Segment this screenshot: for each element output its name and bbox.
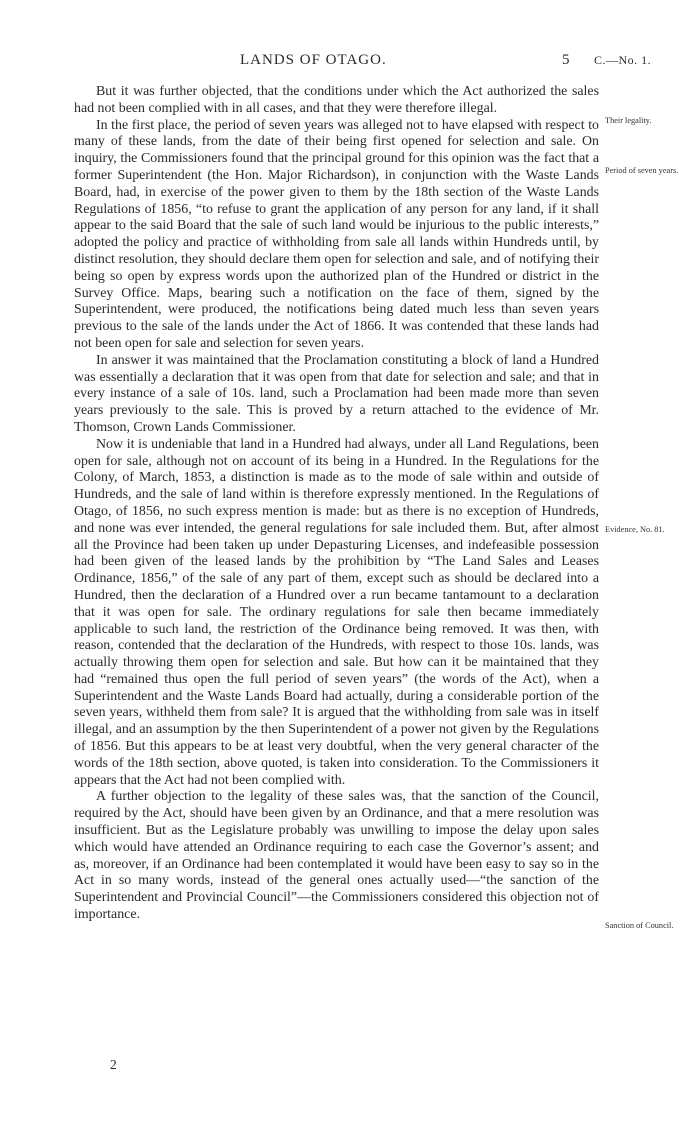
signature-mark: 2: [110, 1057, 117, 1072]
paragraph-answer: In answer it was maintained that the Proclamation constituting a block of land a Hundred was essentially a declaration that it was open from that date for selection and sale; and that in every instance of a sale of 10s. land, such a Proclamation had been made more than seven years previously to the sale. This is proved by a return attached to the evidence of Mr. Thomson, Crown Lands Commissioner.: [74, 352, 599, 435]
paragraph-sanction: A further objection to the legality of these sales was, that the sanction of the Council, required by the Act, should have been given by an Ordinance, and that a mere resolution was insufficient. But as the Legislature probably was unwilling to impose the delay upon sales which would have attended an Ordinance requiring to each case the Governor’s assent; and as, moreover, if an Ordinance had been contemplated it would have been easy to say so in the Act in so many words, instead of the general ones actually used—“the sanction of the Superintendent and Provincial Council”—the Commissioners considered this objection not of importance.: [74, 789, 599, 923]
running-title: LANDS OF OTAGO.: [240, 52, 387, 68]
paragraph-seven-years: In the first place, the period of seven years was alleged not to have elapsed with respect to many of these lands, from the date of their being first opened for selection and sale. On inquiry, the Commissioners found that the principal ground for this opinion was the fact that a former Superintendent (the Hon. Major Richardson), in conjunction with the Waste Lands Board, had, in exercise of the power given to them by the 18th section of the Waste Lands Regulations of 1856, “to refuse to grant the application of any person for any land, if it shall appear to the said Board that the sale of such land would be injurious to the public interests,” adopted the policy and practice of withholding from sale all lands within Hundreds until, by distinct resolution, they should declare them open for selection and sale, and of notifying their being so open by express words upon the authorized plan of the Hundred or district in the Survey Office. Maps, bearing such a notification on the face of them, signed by the Superintendent, were produced, the notifications being dated much less than seven years previous to the sale of the lands under the Act of 1866. It was contended that these lands had not been open for sale and selection for seven years.: [74, 117, 599, 351]
body-text: [74, 84, 599, 924]
sidenote-legality: Their legality.: [605, 116, 652, 125]
page-header: [0, 52, 700, 72]
sidenote-sanction: Sanction of Council.: [605, 921, 674, 930]
sidenote-period: Period of seven years.: [605, 166, 679, 175]
paper-reference: C.—No. 1.: [594, 53, 652, 67]
page-number: 5: [562, 52, 570, 68]
paragraph-hundreds: Now it is undeniable that land in a Hundred had always, under all Land Regulations, been open for sale, although not on account of its being in a Hundred. In the Regulations for the Colony, of March, 1853, a distinction is made as to the mode of sale within and outside of Hundreds, and the sale of land within is therefore expressly mentioned. In the Regulations of Otago, of 1856, no such express mention is made: but as there is no exception of Hundreds, and none was ever intended, the general regulations for sale included them. But, after almost all the Province had been taken up under Depasturing Licenses, and indefeasible possession had been given of the leased lands by the prohibition by “The Land Sales and Leases Ordinance, 1856,” of the sale of any part of them, except such as should be declared into a Hundred, then the declaration of a Hundred over a run became tantamount to a declaration that it was open for sale. The ordinary regulations for sale then became immediately applicable to such land, the restriction of the Ordinance being removed. It was then, with reason, contended that the declaration of the Hundreds, with respect to those 10s. lands, was actually throwing them open for selection and sale. But how can it be maintained that they had “remained thus open the full period of seven years” (the words of the Act), when a Superintendent and the Waste Lands Board had actually, during a considerable portion of the seven years, withheld them from sale? It is argued that the withholding from sale was in itself illegal, and an assumption by the then Superintendent of a power not given by the Regulations of 1856. But this appears to be at least very doubtful, when the very general character of the words of the 18th section, above quoted, is taken into consideration. To the Commissioners it appears that the Act had not been complied with.: [74, 436, 599, 788]
sidenote-evidence: Evidence, No. 81.: [605, 525, 665, 534]
paragraph-legality: But it was further objected, that the conditions under which the Act authorized the sales had not been complied with in all cases, and that they were therefore illegal.: [74, 84, 599, 116]
